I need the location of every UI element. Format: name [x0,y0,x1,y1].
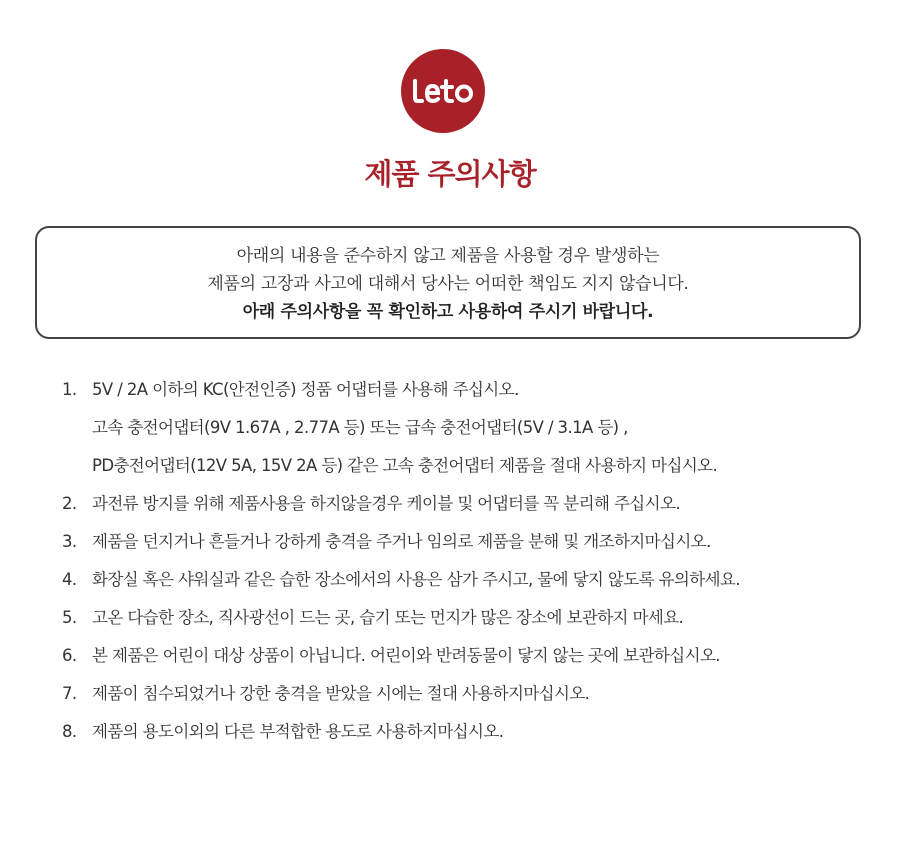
disclaimer-line-1: 아래의 내용을 준수하지 않고 제품을 사용할 경우 발생하는 [236,246,660,266]
caution-item-text: 제품의 용도이외의 다른 부적합한 용도로 사용하지마십시오. [92,722,504,741]
caution-item-text: 제품이 침수되었거나 강한 충격을 받았을 시에는 절대 사용하지마십시오. [92,684,590,703]
caution-item-text: 제품을 던지거나 흔들거나 강하게 충격을 주거나 임의로 제품을 분해 및 개조하지마십시오. [92,532,711,551]
caution-item-number: 1. [62,380,77,399]
caution-item-8 [62,713,882,751]
disclaimer-line-3: 아래 주의사항을 꼭 확인하고 사용하여 주시기 바랍니다. [242,302,654,322]
caution-item-number: 8. [62,722,77,741]
caution-item-text: 본 제품은 어린이 대상 상품이 아닙니다. 어린이와 반려동물이 닿지 않는 곳에 보관하십시오. [92,646,720,665]
leto-logo [401,49,485,133]
caution-item-text: 고속 충전어댑터(9V 1.67A , 2.77A 등) 또는 급속 충전어댑터(5V / 3.1A 등) , [92,418,628,437]
caution-item-2 [62,485,882,523]
disclaimer-box [35,226,861,339]
caution-item-text: 과전류 방지를 위해 제품사용을 하지않을경우 케이블 및 어댑터를 꼭 분리해 주십시오. [92,494,680,513]
caution-item-3 [62,523,882,561]
caution-item-number: 5. [62,608,77,627]
disclaimer-line-2: 제품의 고장과 사고에 대해서 당사는 어떠한 책임도 지지 않습니다. [207,274,689,294]
caution-item-number: 4. [62,570,77,589]
caution-item-7 [62,675,882,713]
caution-item-4 [62,561,882,599]
caution-item-number: 7. [62,684,77,703]
caution-item-text: 화장실 혹은 샤워실과 같은 습한 장소에서의 사용은 삼가 주시고, 물에 닿지 않도록 유의하세요. [92,570,740,589]
caution-item-number: 2. [62,494,77,513]
caution-list [62,371,882,751]
caution-item-6 [62,637,882,675]
caution-item-5 [62,599,882,637]
leto-logo-wordmark [408,76,478,106]
caution-item-number: 6. [62,646,77,665]
caution-item-text: 고온 다습한 장소, 직사광선이 드는 곳, 습기 또는 먼지가 많은 장소에 보관하지 마세요. [92,608,684,627]
caution-item-number: 3. [62,532,77,551]
caution-item-text: 5V / 2A 이하의 KC(안전인증) 정품 어댑터를 사용해 주십시오. [92,380,519,399]
page-title: 제품 주의사항 [364,157,536,191]
caution-item-1 [62,371,882,485]
caution-item-text: PD충전어댑터(12V 5A, 15V 2A 등) 같은 고속 충전어댑터 제품을 절대 사용하지 마십시오. [92,456,718,475]
